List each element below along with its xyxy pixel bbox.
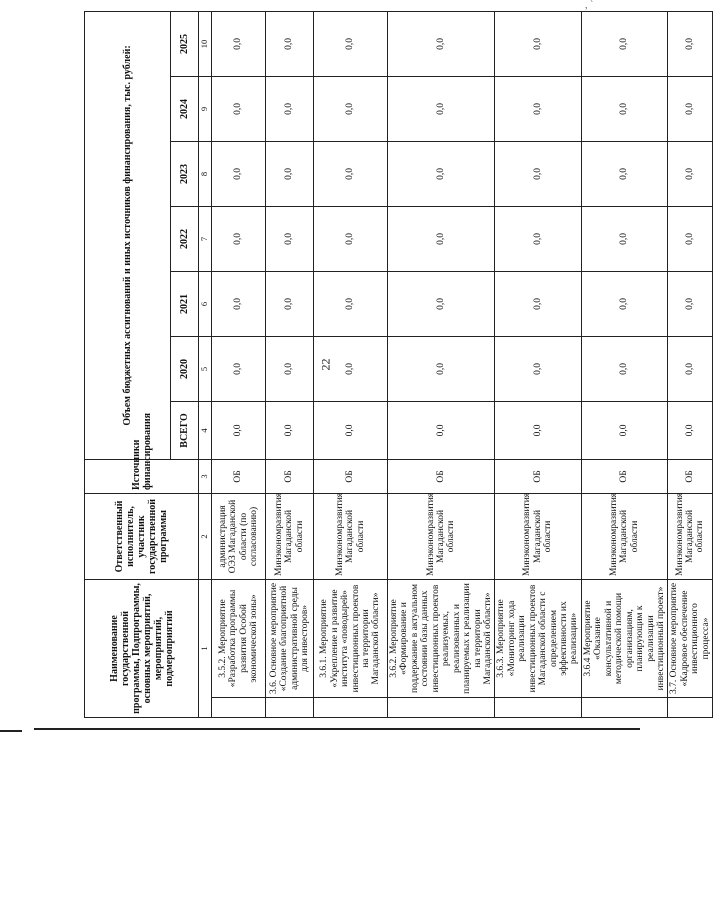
row-total: 0,0 xyxy=(212,401,266,459)
num-8: 8 xyxy=(199,141,212,206)
row-value-2020: 0,0 xyxy=(495,336,582,401)
num-7: 7 xyxy=(199,206,212,271)
page-number: 22 xyxy=(318,358,333,371)
row-value-2024: 0,0 xyxy=(314,76,388,141)
row-value-2020: 0,0 xyxy=(668,336,713,401)
row-source: ОБ xyxy=(212,459,266,493)
row-value-2020: 0,0 xyxy=(581,336,668,401)
row-value-2024: 0,0 xyxy=(388,76,495,141)
horizontal-rule xyxy=(34,728,640,730)
row-name: 3.6.4 Мероприятие «Оказание консультативной и методической помощи организациям, планирующим к реализации инвестиционный проект» xyxy=(581,579,668,697)
header-year-2023: 2023 xyxy=(171,141,199,206)
row-executor: Минэкономразвития Магаданской области xyxy=(495,493,582,579)
row-name: 3.7. Основное мероприятие «Кадровое обеспечение инвестиционного процесса» xyxy=(668,579,713,697)
row-value-2023: 0,0 xyxy=(668,141,713,206)
header-year-2020: 2020 xyxy=(171,336,199,401)
row-name: 3.6.3. Мероприятие «Мониторинг хода реализации инвестиционных проектов Магаданской области с определением эффективности их реализации» xyxy=(495,579,582,697)
row-value-2021: 0,0 xyxy=(212,271,266,336)
row-name: 3.6.1. Мероприятие «Укрепление и развитие института «поводырей» инвестиционных проектов на территории Магаданской области» xyxy=(314,579,388,697)
row-value-2023: 0,0 xyxy=(314,141,388,206)
row-blank xyxy=(495,698,582,718)
num-4: 4 xyxy=(199,401,212,459)
row-value-2024: 0,0 xyxy=(266,76,314,141)
row-value-2023: 0,0 xyxy=(266,141,314,206)
row-value-2023: 0,0 xyxy=(581,141,668,206)
financing-table xyxy=(84,11,713,718)
num-6: 6 xyxy=(199,271,212,336)
row-total: 0,0 xyxy=(314,401,388,459)
row-value-2025: 0,0 xyxy=(388,11,495,76)
header-name: Наименование государственной программы, Подпрограммы, основных мероприятий, мероприятий, подмероприятий xyxy=(85,579,199,717)
num-3: 3 xyxy=(199,459,212,493)
row-source: ОБ xyxy=(388,459,495,493)
num-9: 9 xyxy=(199,76,212,141)
row-total: 0,0 xyxy=(266,401,314,459)
header-source: Источники финансирования xyxy=(85,459,199,493)
header-volume: Объем бюджетных ассигнований и иных источников финансирования, тыс. рублей: xyxy=(85,11,171,459)
row-value-2020: 0,0 xyxy=(388,336,495,401)
row-value-2025: 0,0 xyxy=(668,11,713,76)
header-year-2024: 2024 xyxy=(171,76,199,141)
row-value-2022: 0,0 xyxy=(495,206,582,271)
table-row xyxy=(668,11,713,717)
num-5: 5 xyxy=(199,336,212,401)
row-value-2022: 0,0 xyxy=(668,206,713,271)
row-value-2025: 0,0 xyxy=(212,11,266,76)
table-row xyxy=(266,11,314,717)
table-row xyxy=(212,11,266,717)
row-total: 0,0 xyxy=(581,401,668,459)
row-name: 3.5.2. Мероприятие «Разработка программы развития Особой экономической зоны» xyxy=(212,579,266,697)
row-executor: Минэкономразвития Магаданской области xyxy=(668,493,713,579)
row-value-2021: 0,0 xyxy=(314,271,388,336)
header-executor: Ответственный исполнитель, участник государственной программы xyxy=(85,493,199,579)
row-value-2024: 0,0 xyxy=(668,76,713,141)
row-value-2021: 0,0 xyxy=(266,271,314,336)
row-value-2024: 0,0 xyxy=(212,76,266,141)
row-source: ОБ xyxy=(495,459,582,493)
row-executor: Минэкономразвития Магаданской области xyxy=(314,493,388,579)
row-value-2022: 0,0 xyxy=(266,206,314,271)
row-value-2023: 0,0 xyxy=(388,141,495,206)
row-value-2025: 0,0 xyxy=(314,11,388,76)
row-source: ОБ xyxy=(581,459,668,493)
row-blank xyxy=(581,698,668,718)
row-value-2023: 0,0 xyxy=(212,141,266,206)
row-blank xyxy=(212,698,266,718)
row-blank xyxy=(388,698,495,718)
row-value-2023: 0,0 xyxy=(495,141,582,206)
row-source: ОБ xyxy=(668,459,713,493)
row-value-2024: 0,0 xyxy=(495,76,582,141)
header-year-2021: 2021 xyxy=(171,271,199,336)
table-row xyxy=(388,11,495,717)
row-value-2022: 0,0 xyxy=(388,206,495,271)
row-value-2024: 0,0 xyxy=(581,76,668,141)
row-value-2021: 0,0 xyxy=(495,271,582,336)
row-value-2020: 0,0 xyxy=(266,336,314,401)
row-total: 0,0 xyxy=(495,401,582,459)
row-blank xyxy=(266,698,314,718)
row-value-2021: 0,0 xyxy=(668,271,713,336)
edge-mark: , ` xyxy=(585,0,594,11)
row-value-2020: 0,0 xyxy=(212,336,266,401)
row-executor: Минэкономразвития Магаданской области xyxy=(581,493,668,579)
row-executor: администрация ОЭЗ Магаданской области (по согласованию) xyxy=(212,493,266,579)
table-landscape xyxy=(84,12,711,718)
num-10: 10 xyxy=(199,11,212,76)
row-name: 3.6. Основное мероприятие «Создание благоприятной административной среды для инвесторов» xyxy=(266,579,314,697)
row-value-2022: 0,0 xyxy=(314,206,388,271)
row-total: 0,0 xyxy=(668,401,713,459)
row-total: 0,0 xyxy=(388,401,495,459)
horizontal-rule-left xyxy=(0,730,22,732)
row-name: 3.6.2. Мероприятие «Формирование и поддержание в актуальном состоянии базы данных инвестиционных проектов реализуемых, реализованных и планируемых к реализации на территории Магаданской области» xyxy=(388,579,495,697)
header-row-1 xyxy=(85,11,171,717)
row-blank xyxy=(314,698,388,718)
rotated-table-container xyxy=(84,12,711,718)
header-year-2022: 2022 xyxy=(171,206,199,271)
table-row xyxy=(581,11,668,717)
header-total: ВСЕГО xyxy=(171,401,199,459)
row-value-2022: 0,0 xyxy=(581,206,668,271)
row-value-2025: 0,0 xyxy=(495,11,582,76)
row-value-2021: 0,0 xyxy=(581,271,668,336)
header-year-2025: 2025 xyxy=(171,11,199,76)
row-value-2022: 0,0 xyxy=(212,206,266,271)
row-source: ОБ xyxy=(314,459,388,493)
numbering-row xyxy=(199,11,212,717)
row-value-2021: 0,0 xyxy=(388,271,495,336)
row-value-2025: 0,0 xyxy=(266,11,314,76)
row-blank xyxy=(668,698,713,718)
row-source: ОБ xyxy=(266,459,314,493)
row-executor: Минэкономразвития Магаданской области xyxy=(266,493,314,579)
table-row xyxy=(495,11,582,717)
row-value-2020: 0,0 xyxy=(314,336,388,401)
num-2: 2 xyxy=(199,493,212,579)
row-value-2025: 0,0 xyxy=(581,11,668,76)
num-1: 1 xyxy=(199,579,212,717)
row-executor: Минэкономразвития Магаданской области xyxy=(388,493,495,579)
